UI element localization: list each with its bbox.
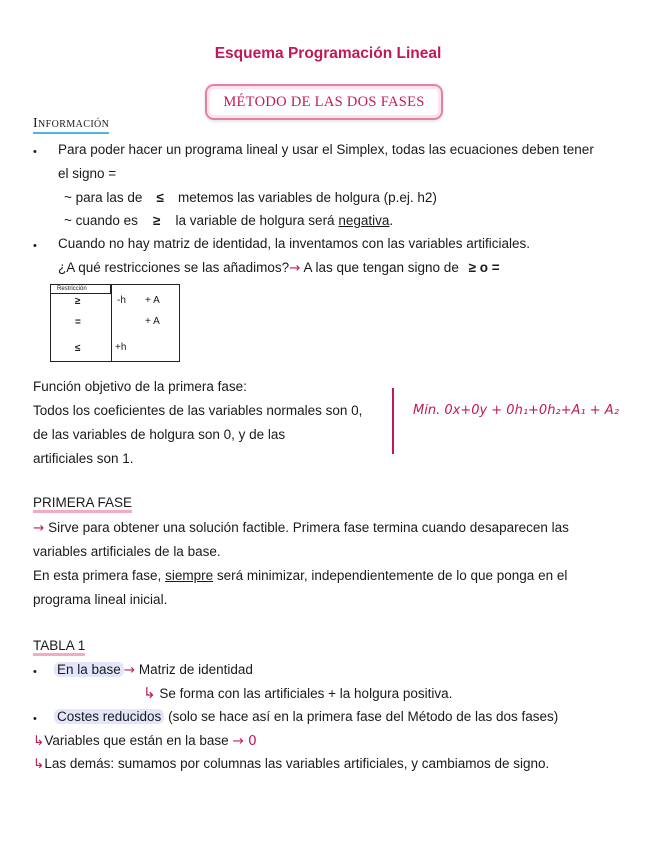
primera-fase-line3-suffix: será minimizar, independientemente de lo que ponga en el	[216, 568, 568, 583]
info-bullet1-line2: el signo =	[58, 166, 117, 181]
less-equal-symbol: ≤	[156, 190, 164, 205]
objective-brace	[392, 388, 394, 454]
info-bullet1-line1: Para poder hacer un programa lineal y usar el Simplex, todas las ecuaciones deben tener	[58, 142, 594, 157]
restriction-table	[50, 284, 180, 362]
table-row-col2: + A	[145, 295, 160, 306]
info-bullet2-line2	[58, 260, 500, 276]
tabla1-item2-text: (solo se hace así en la primera fase del Método de las dos fases)	[168, 709, 559, 724]
info-bullet2-line1: Cuando no hay matriz de identidad, la inventamos con las variables artificiales.	[58, 236, 531, 251]
arrow-down-right-icon: ↳	[33, 756, 45, 772]
objective-line1: Función objetivo de la primera fase:	[33, 379, 247, 394]
bullet-dot: •	[33, 666, 37, 678]
table-row-col2: + A	[145, 316, 160, 327]
tabla1-item1	[54, 662, 253, 678]
arrow-right-icon: →	[289, 260, 301, 276]
restriction-table-header: Restricción	[51, 285, 111, 294]
primera-fase-text1: Sirve para obtener una solución factible. Primera fase termina cuando desaparecen las	[48, 520, 569, 535]
tabla1-sub-a-result: → 0	[232, 733, 257, 749]
bullet-dot: •	[33, 240, 37, 252]
info-sub2	[64, 213, 393, 228]
tabla1-sub-b	[33, 756, 549, 772]
primera-fase-line4: programa lineal inicial.	[33, 592, 168, 607]
negativa-word: negativa	[338, 213, 390, 228]
method-subtitle-box	[205, 84, 443, 120]
arrow-right-icon: →	[33, 520, 45, 536]
method-subtitle: MÉTODO DE LAS DOS FASES	[223, 93, 425, 110]
table-row-col1: +h	[115, 342, 127, 353]
tabla1-item1-text: Matriz de identidad	[138, 662, 253, 677]
info-sub1-prefix: ~ para las de	[64, 190, 143, 205]
tabla1-item1-sub-text: Se forma con las artificiales + la holgura positiva.	[159, 686, 453, 701]
bullet-dot: •	[33, 713, 37, 725]
objective-line3: de las variables de holgura son 0, y de las	[33, 427, 286, 442]
arrow-right-icon: →	[123, 662, 136, 678]
tabla1-item1-sub	[143, 684, 452, 702]
en-la-base-label: En la base	[54, 662, 124, 677]
tabla1-sub-a-text: Variables que están en la base	[44, 733, 229, 748]
table-row-sign: =	[75, 317, 81, 328]
page-title: Esquema Programación Lineal	[214, 45, 442, 62]
info-answer: A las que tengan signo de	[303, 260, 459, 275]
arrow-down-right-icon: ↳	[33, 733, 45, 749]
table-divider	[111, 285, 112, 361]
objective-line2: Todos los coeficientes de las variables normales son 0,	[33, 403, 363, 418]
primera-fase-line2: variables artificiales de la base.	[33, 544, 221, 559]
tabla1-sub-a	[33, 733, 257, 749]
table-row-sign: ≥	[75, 296, 81, 307]
informacion-heading: Información	[33, 116, 109, 134]
greater-equal-symbol: ≥	[152, 213, 161, 228]
info-sub2-end: .	[389, 213, 394, 228]
arrow-down-right-icon: ↳	[143, 684, 156, 702]
info-sub1	[64, 190, 437, 205]
objective-formula: Min. 0x+0y + 0h₁+0h₂+A₁ + A₂	[413, 403, 619, 418]
siempre-word: siempre	[165, 568, 214, 583]
table-row-sign: ≤	[75, 343, 81, 354]
bullet-dot: •	[33, 146, 37, 158]
signs-symbols: ≥ o =	[468, 260, 500, 275]
info-sub2-mid: la variable de holgura será	[175, 213, 335, 228]
info-question: ¿A qué restricciones se las añadimos?	[58, 260, 290, 275]
costes-reducidos-label: Costes reducidos	[54, 709, 164, 724]
info-sub1-suffix: metemos las variables de holgura (p.ej. h2)	[177, 190, 437, 205]
table-row-col1: -h	[117, 295, 126, 306]
primera-fase-heading: PRIMERA FASE	[33, 495, 132, 513]
primera-fase-line3	[33, 568, 567, 583]
primera-fase-line3-prefix: En esta primera fase,	[33, 568, 162, 583]
tabla1-sub-b-text: Las demás: sumamos por columnas las variables artificiales, y cambiamos de signo.	[44, 756, 550, 771]
info-sub2-prefix: ~ cuando es	[64, 213, 138, 228]
objective-line4: artificiales son 1.	[33, 451, 134, 466]
tabla1-item2	[54, 709, 558, 724]
primera-fase-line1	[33, 520, 569, 536]
tabla1-heading: TABLA 1	[33, 638, 85, 656]
